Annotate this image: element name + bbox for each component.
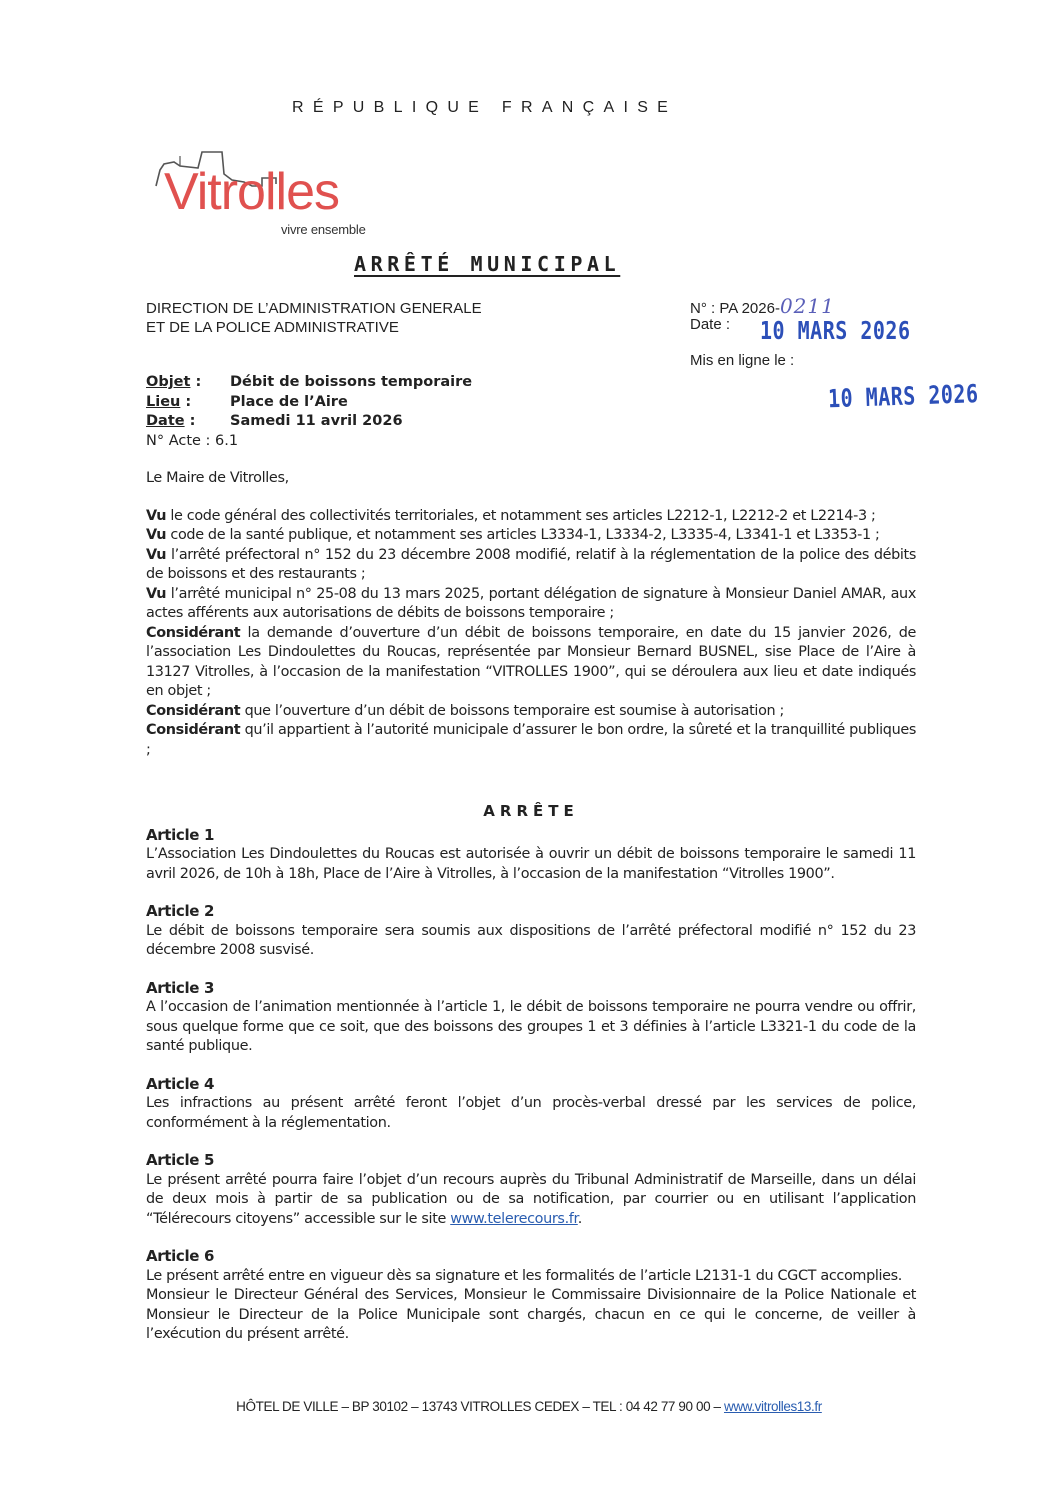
preamble-item [146,546,916,585]
footer-address: HÔTEL DE VILLE – BP 30102 – 13743 VITROLLES CEDEX – TEL : 04 42 77 90 00 – [236,1399,724,1414]
article-text-end: . [577,1210,583,1227]
article-paragraph: Le débit de boissons temporaire sera soumis aux dispositions de l’arrêté préfectoral modifié n° 152 du 23 décembre 2008 susvisé. [146,922,916,958]
objet-colon: : [190,374,202,390]
preamble-item [146,526,916,546]
article-title: Article 3 [146,978,215,997]
logo-wordmark: Vitrolles [164,163,340,221]
preamble-text: le code général des collectivités territoriales, et notamment ses articles L2212-1, L2212-2 et L2214-3 ; [166,507,876,524]
article-text: Le présent arrêté pourra faire l’objet d’un recours auprès du Tribunal Administratif de Marseille, dans un délai de deux mois à partir de sa publication ou de sa notification, par courrier ou en utilisant l’application “Télérecours citoyens” accessible sur le site [146,1171,916,1227]
direction-line-2: ET DE LA POLICE ADMINISTRATIVE [146,319,399,336]
article-paragraph: L’Association Les Dindoulettes du Roucas est autorisée à ouvrir un débit de boissons temporaire le samedi 11 avril 2026, de 10h à 18h, Place de l’Aire à Vitrolles, à l’occasion de la manifestation “Vitrolles 1900”. [146,846,916,882]
objet-label: Objet [146,374,191,390]
preamble-lead: Vu [146,585,167,602]
reference-block [690,294,911,369]
article [146,1247,916,1345]
telerecours-link[interactable]: www.telerecours.fr [450,1210,578,1227]
preamble-item [146,624,916,702]
article-title: Article 5 [146,1151,215,1169]
date-stamp: 10 MARS 2026 [760,315,911,345]
direction-line-1: DIRECTION DE L’ADMINISTRATION GENERALE [146,300,482,317]
summary-lieu [146,393,472,413]
preamble-list [146,507,916,761]
online-date-label: Mis en ligne le : [690,352,795,369]
reference-number-row [690,294,835,316]
preamble-item [146,702,916,722]
acte-number: N° Acte : 6.1 [146,432,239,449]
preamble-lead: Vu [146,546,167,563]
preamble-text: l’arrêté préfectoral n° 152 du 23 décembre 2008 modifié, relatif à la réglementation de la police des débits de boissons et des restaurants ; [146,546,916,582]
lieu-label: Lieu [146,393,181,410]
article-paragraph: Le présent arrêté entre en vigueur dès sa signature et les formalités de l’article L2131-1 du CGCT accomplies. [146,1267,903,1284]
articles-list [146,826,916,1345]
preamble-lead: Considérant [146,722,241,738]
mayor-line: Le Maire de Vitrolles, [146,470,289,486]
preamble-item [146,721,916,760]
logo-tagline: vivre ensemble [281,222,366,237]
preamble-lead: Vu [146,527,167,543]
date-label: Date [146,413,185,429]
summary-block [146,373,472,451]
vitrolles-logo [152,142,402,242]
article [146,902,916,961]
summary-date [146,412,472,432]
preamble-item [146,585,916,624]
article [146,979,916,1057]
direction-block [146,299,482,337]
preamble-item [146,507,916,527]
article-paragraph [146,1171,916,1230]
website-link[interactable]: www.vitrolles13.fr [723,1399,822,1414]
article-title: Article 2 [146,902,215,920]
handwritten-number: 0211 [779,294,835,318]
document-title: ARRÊTÉ MUNICIPAL [354,252,621,276]
preamble-text: que l’ouverture d’un débit de boissons temporaire est soumise à autorisation ; [240,702,785,719]
objet-value: Débit de boissons temporaire [230,374,473,390]
article-title: Article 1 [146,825,215,844]
date-value: Samedi 11 avril 2026 [230,413,403,429]
article [146,1075,916,1134]
online-date-stamp: 10 MARS 2026 [827,378,979,414]
date-colon: : [184,413,196,429]
footer [0,1399,1058,1414]
article-paragraph: A l’occasion de l’animation mentionnée à l’article 1, le débit de boissons temporaire ne pourra vendre ou offrir, sous quelque forme que ce soit, que des boissons des groupes 1 et 3 définies à l’article L3321-1 du code de la santé publique. [146,999,916,1054]
preamble-lead: Considérant [146,702,241,719]
article [146,826,916,885]
preamble-text: l’arrêté municipal n° 25-08 du 13 mars 2025, portant délégation de signature à Monsieur Daniel AMAR, aux actes afférents aux autorisations de débits de boissons temporaire ; [146,585,916,621]
arrete-heading: ARRÊTE [483,802,579,820]
preamble-text: code de la santé publique, et notamment ses articles L3334-1, L3334-2, L3335-4, L3341-1 et L3353-1 ; [166,527,880,543]
summary-objet [146,373,472,393]
republic-heading: RÉPUBLIQUE FRANÇAISE [292,99,678,116]
preamble-lead: Considérant [146,624,241,641]
article [146,1151,916,1229]
lieu-value: Place de l’Aire [230,393,348,410]
preamble-text: qu’il appartient à l’autorité municipale d’assurer le bon ordre, la sûreté et la tranquillité publiques ; [146,722,916,758]
document-body [146,469,916,1345]
reference-date-label: Date : [690,316,731,333]
article-paragraph: Monsieur le Directeur Général des Services, Monsieur le Commissaire Divisionnaire de la Police Nationale et Monsieur le Directeur de la Police Municipale sont chargés, chacun en ce qui le concerne, de veiller à l’exécution du présent arrêté. [146,1287,916,1342]
reference-number-label: N° : PA 2026- [690,300,780,317]
article-title: Article 6 [146,1247,215,1265]
reference-date-row [690,315,911,345]
lieu-colon: : [180,393,192,410]
preamble-lead: Vu [146,507,167,524]
article-title: Article 4 [146,1074,215,1093]
preamble-text: la demande d’ouverture d’un débit de boissons temporaire, en date du 15 janvier 2026, de l’association Les Dindoulettes du Roucas, représentée par Monsieur Bernard BUSNEL, sise Place de l’Aire à 13127 Vitrolles, à l’occasion de la manifestation “VITROLLES 1900”, qui se déroulera aux lieu et date indiqués en objet ; [146,624,916,699]
article-paragraph: Les infractions au présent arrêté feront l’objet d’un procès-verbal dressé par les services de police, conformément à la réglementation. [146,1095,916,1131]
